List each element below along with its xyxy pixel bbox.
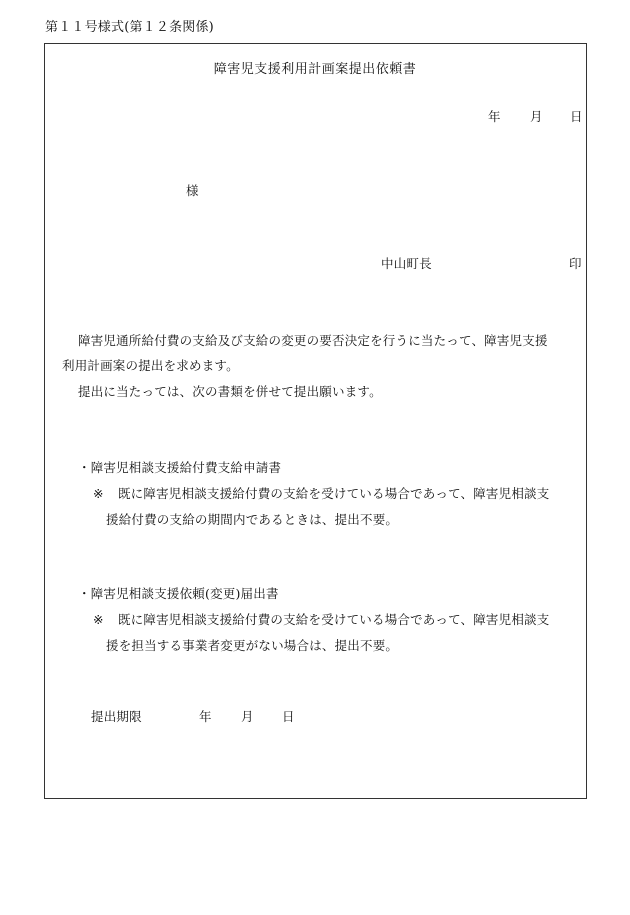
deadline-month-label: 月 <box>241 709 254 724</box>
required-document-item: ・障害児相談支援給付費支給申請書 <box>78 460 282 475</box>
document-frame <box>44 43 587 799</box>
date-month-label: 月 <box>530 109 543 124</box>
body-paragraph-1-line-1: 障害児通所給付費の支給及び支給の変更の要否決定を行うに当たって、障害児支援 <box>78 333 548 348</box>
deadline-day-label: 日 <box>282 709 295 724</box>
item-note-line-2: 援を担当する事業者変更がない場合は、提出不要。 <box>106 638 399 653</box>
item-note-line-2: 援給付費の支給の期間内であるときは、提出不要。 <box>106 512 399 527</box>
date-year-label: 年 <box>488 109 501 124</box>
note-mark: ※ <box>93 486 104 501</box>
deadline-label: 提出期限 <box>91 709 142 724</box>
required-document-item: ・障害児相談支援依頼(変更)届出書 <box>78 586 279 601</box>
body-paragraph-2: 提出に当たっては、次の書類を併せて提出願います。 <box>78 384 382 399</box>
addressee-suffix: 様 <box>186 183 199 198</box>
date-day-label: 日 <box>570 109 583 124</box>
note-mark: ※ <box>93 612 104 627</box>
document-title: 障害児支援利用計画案提出依頼書 <box>213 62 417 77</box>
issuer-name: 中山町長 <box>381 256 432 271</box>
item-note-line-1: 既に障害児相談支援給付費の支給を受けている場合であって、障害児相談支 <box>118 486 550 501</box>
body-paragraph-1-line-2: 利用計画案の提出を求めます。 <box>62 358 239 373</box>
deadline-year-label: 年 <box>199 709 212 724</box>
seal-mark: 印 <box>569 256 582 271</box>
form-number-label: 第１１号様式(第１２条関係) <box>45 20 214 35</box>
item-note-line-1: 既に障害児相談支援給付費の支給を受けている場合であって、障害児相談支 <box>118 612 550 627</box>
